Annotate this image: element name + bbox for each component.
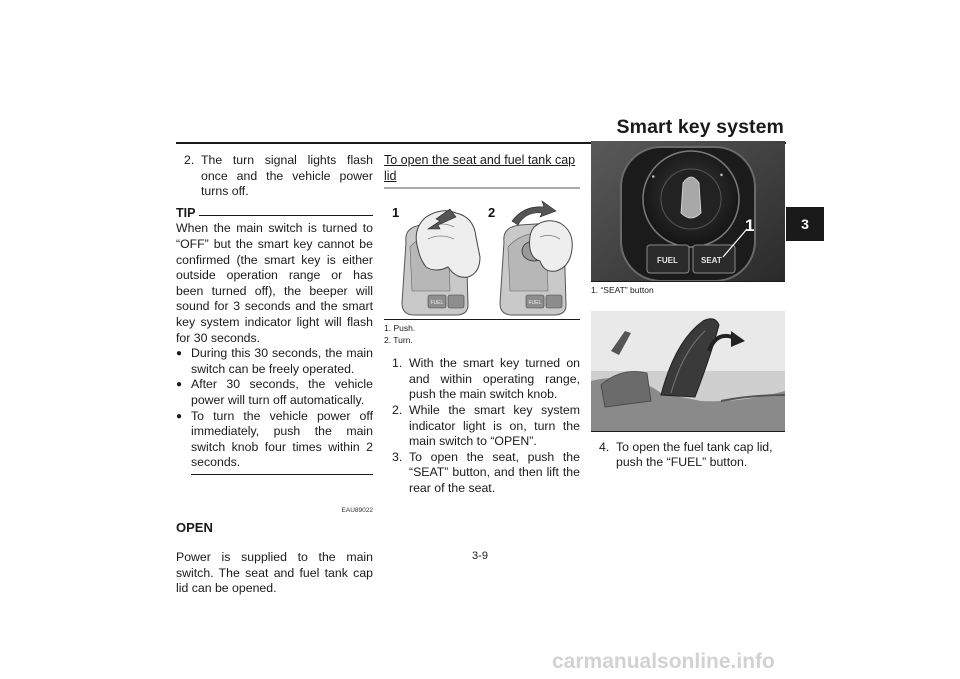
- step-2: [176, 153, 373, 200]
- callout-1: 1: [745, 216, 755, 235]
- open-text: Power is supplied to the main switch. The seat and fuel tank cap lid can be opened.: [176, 550, 373, 596]
- page-number: 3-9: [472, 550, 488, 562]
- bullet-text: During this 30 seconds, the main switch can be freely operated.: [191, 346, 373, 376]
- step-text: The turn signal lights flash once and the vehicle power turns off.: [201, 153, 373, 199]
- figure-label-2: 2: [488, 205, 496, 221]
- step-number: 4.: [599, 439, 610, 454]
- photo-rule: [591, 431, 785, 432]
- step-number: 2.: [392, 402, 403, 417]
- figure-rule: [384, 319, 580, 320]
- step-1: [384, 356, 580, 403]
- tip-text: When the main switch is turned to “OFF” but the smart key cannot be confirmed (the smart key is either outside operation range or has been turned off), the beeper will sound for 3 seconds and the smart key system indicator light will flash for 30 seconds.: [176, 221, 373, 345]
- step-text: To open the seat, push the “SEAT” button, and then lift the rear of the seat.: [409, 449, 580, 495]
- step-4: [591, 440, 785, 471]
- reference-code: EAU89022: [341, 506, 373, 514]
- figure-label-1: 1: [392, 205, 400, 221]
- tip-bullet: [176, 377, 373, 408]
- left-column: [176, 153, 373, 597]
- fuel-label: FUEL: [430, 300, 444, 307]
- right-column: [591, 141, 785, 471]
- subheading: To open the seat and fuel tank cap lid: [384, 153, 576, 183]
- tip-rule: [199, 215, 373, 216]
- fuel-button-label: FUEL: [657, 256, 678, 265]
- seat-button-label: SEAT: [701, 256, 722, 265]
- tip-label: TIP: [176, 205, 196, 220]
- photo-rule: [591, 281, 785, 282]
- section-heading-open: OPEN: [176, 520, 213, 536]
- svg-text:●: ●: [717, 171, 725, 179]
- caption-line: 1. Push.: [384, 323, 416, 334]
- page-title: Smart key system: [616, 116, 784, 138]
- step-number: 2.: [184, 153, 195, 167]
- step-3: [384, 450, 580, 497]
- step-number: 1.: [392, 356, 403, 371]
- panel-right: [500, 201, 572, 315]
- panel-left: [402, 209, 480, 315]
- bullet-text: To turn the vehicle power off immediately, push the main switch knob four times within 2 seconds.: [191, 408, 373, 470]
- bullet-icon: ●: [176, 379, 183, 391]
- tip-bullet: [176, 409, 373, 471]
- step-number: 3.: [392, 449, 403, 464]
- tip-bullet: [176, 346, 373, 377]
- figure-caption: [384, 323, 580, 346]
- tip-end-rule: [191, 474, 373, 475]
- seat-open-photo: [591, 311, 785, 431]
- steps-list: [384, 356, 580, 496]
- photo-caption: 1. “SEAT” button: [591, 285, 654, 295]
- step-text: With the smart key turned on and within operating range, push the main switch knob.: [409, 356, 580, 402]
- step-text: To open the fuel tank cap lid, push the “FUEL” button.: [616, 439, 773, 470]
- fuel-label: FUEL: [528, 300, 542, 307]
- watermark: carmanualsonline.info: [552, 650, 775, 673]
- push-turn-illustration: [384, 187, 580, 317]
- tip-heading: [176, 206, 373, 222]
- caption-line: 2. Turn.: [384, 334, 413, 345]
- bullet-icon: ●: [176, 348, 183, 360]
- seat-button-photo: [591, 141, 785, 281]
- step-text: While the smart key system indicator light is on, turn the main switch to “OPEN”.: [409, 402, 580, 449]
- svg-text:●: ●: [650, 173, 658, 181]
- step-2: [384, 403, 580, 450]
- chapter-tab: 3: [786, 207, 824, 241]
- middle-column: [384, 153, 580, 497]
- bullet-text: After 30 seconds, the vehicle power will turn off automatically.: [191, 377, 373, 407]
- bullet-icon: ●: [176, 410, 183, 422]
